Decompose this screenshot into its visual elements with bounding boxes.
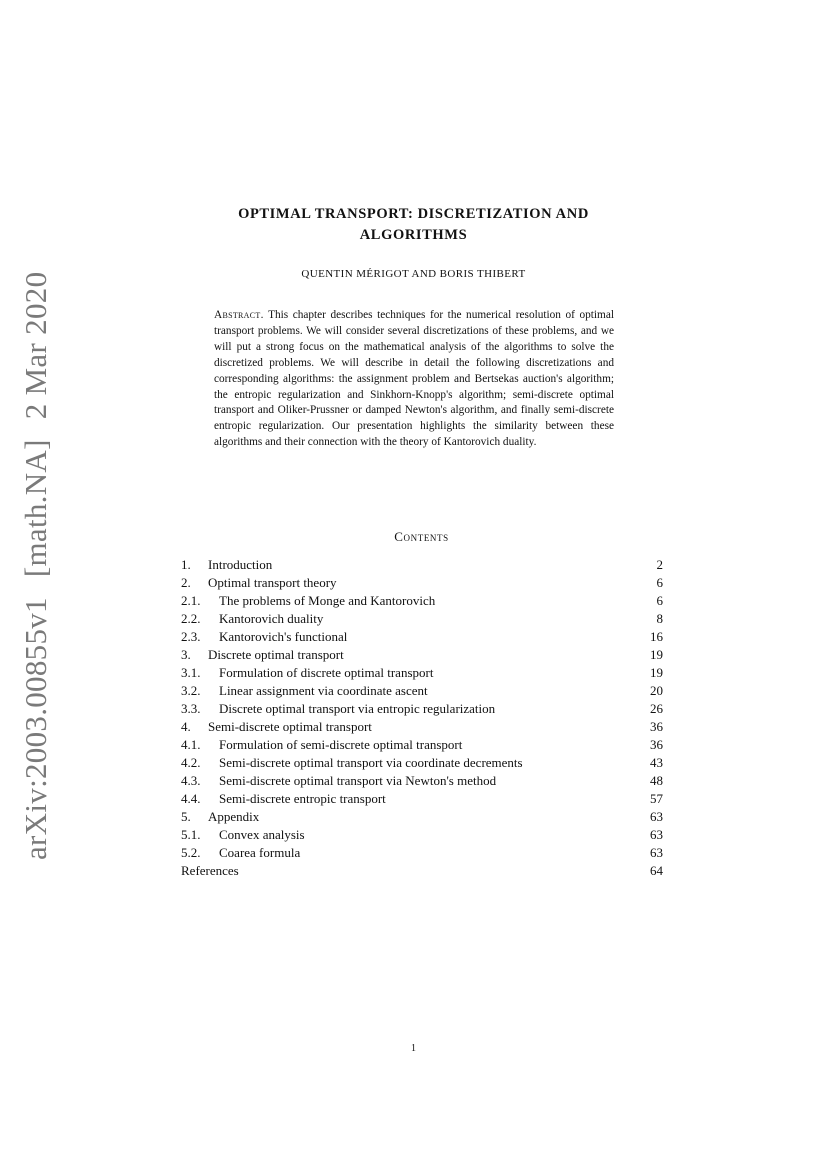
toc-entry-number: 4.	[181, 719, 191, 734]
toc-entry-title: Kantorovich's functional	[219, 629, 348, 644]
toc-entry-page: 8	[656, 611, 663, 626]
arxiv-id: arXiv:2003.00855v1	[18, 597, 53, 860]
toc-entry[interactable]	[181, 664, 663, 682]
toc-entry[interactable]	[181, 682, 663, 700]
authors: QUENTIN MÉRIGOT AND BORIS THIBERT	[301, 268, 526, 280]
abstract-label: Abstract.	[214, 309, 264, 321]
toc-entry-page: 36	[650, 719, 663, 734]
toc-entry-page: 43	[650, 755, 663, 770]
toc-entry-title: Optimal transport theory	[208, 575, 337, 590]
toc-entry[interactable]	[181, 826, 663, 844]
toc-entry[interactable]	[181, 556, 663, 574]
toc-entry[interactable]	[181, 772, 663, 790]
toc-entry[interactable]	[181, 754, 663, 772]
toc-entry-number: 1.	[181, 557, 191, 572]
toc-entry-page: 20	[650, 683, 663, 698]
toc-entry-number: 3.1.	[181, 665, 201, 680]
toc-entry[interactable]	[181, 862, 663, 880]
toc-entry[interactable]	[181, 718, 663, 736]
toc-entry-title: Semi-discrete optimal transport	[208, 719, 372, 734]
toc-entry-page: 26	[650, 701, 663, 716]
paper-title	[190, 204, 637, 246]
toc-entry-number: 4.3.	[181, 773, 201, 788]
toc-entry[interactable]	[181, 592, 663, 610]
toc-entry-title: Formulation of discrete optimal transport	[219, 665, 434, 680]
toc-entry[interactable]	[181, 844, 663, 862]
toc-entry[interactable]	[181, 610, 663, 628]
toc-entry-page: 2	[656, 557, 663, 572]
toc-entry-page: 19	[650, 647, 663, 662]
toc-entry[interactable]	[181, 808, 663, 826]
toc-entry-page: 48	[650, 773, 663, 788]
toc-entry-number: 3.	[181, 647, 191, 662]
toc-entry-number: 3.3.	[181, 701, 201, 716]
arxiv-date: 2 Mar 2020	[18, 271, 53, 420]
toc-entry[interactable]	[181, 646, 663, 664]
toc-entry-title: Discrete optimal transport	[208, 647, 344, 662]
page-number: 1	[411, 1043, 416, 1054]
toc-entry-title: Formulation of semi-discrete optimal transport	[219, 737, 463, 752]
toc-entry-number: 5.	[181, 809, 191, 824]
toc-entry-number: 5.2.	[181, 845, 201, 860]
contents-heading: Contents	[394, 529, 449, 544]
toc-entry-title: The problems of Monge and Kantorovich	[219, 593, 436, 608]
title-line: ALGORITHMS	[359, 227, 468, 243]
toc-entry-title: References	[181, 863, 239, 878]
toc-entry-title: Coarea formula	[219, 845, 301, 860]
abstract	[214, 308, 614, 451]
toc-entry-page: 16	[650, 629, 663, 644]
toc-entry-number: 3.2.	[181, 683, 201, 698]
toc-entry-number: 2.	[181, 575, 191, 590]
toc-entry-number: 5.1.	[181, 827, 201, 842]
toc-entry-title: Appendix	[208, 809, 260, 824]
toc-entry-page: 57	[650, 791, 663, 806]
toc-entry-title: Discrete optimal transport via entropic regularization	[219, 701, 496, 716]
toc-entry[interactable]	[181, 790, 663, 808]
abstract-text: This chapter describes techniques for the numerical resolution of optimal transport problems. We will consider several discretizations of these problems, and we will put a strong focus on the mathematical analysis of the algorithms to solve the discretized problems. We will describe in detail the following discretizations and corresponding algorithms: the assignment problem and Bertsekas auction's algorithm; the entropic regularization and Sinkhorn-Knopp's algorithm; semi-discrete optimal transport and Oliker-Prussner or damped Newton's algorithm, and finally semi-discrete entropic regularization. Our presentation highlights the similarity between these algorithms and their connection with the theory of Kantorovich duality.	[214, 309, 614, 449]
toc-entry-title: Linear assignment via coordinate ascent	[219, 683, 428, 698]
arxiv-stamp	[18, 272, 54, 860]
toc-entry-page: 6	[656, 575, 663, 590]
toc-entry[interactable]	[181, 700, 663, 718]
toc-entry-title: Introduction	[208, 557, 273, 572]
toc-entry-page: 36	[650, 737, 663, 752]
toc-entry-title: Semi-discrete entropic transport	[219, 791, 386, 806]
toc-entry-page: 63	[650, 809, 663, 824]
toc-entry-number: 4.4.	[181, 791, 201, 806]
toc-entry-number: 2.3.	[181, 629, 201, 644]
toc-entry-title: Semi-discrete optimal transport via Newton's method	[219, 773, 497, 788]
toc-entry-title: Semi-discrete optimal transport via coordinate decrements	[219, 755, 523, 770]
toc-entry-page: 63	[650, 845, 663, 860]
toc-entry-number: 4.2.	[181, 755, 201, 770]
toc-entry-page: 63	[650, 827, 663, 842]
table-of-contents	[181, 556, 663, 880]
toc-entry-page: 19	[650, 665, 663, 680]
toc-entry-title: Kantorovich duality	[219, 611, 324, 626]
toc-entry-number: 4.1.	[181, 737, 201, 752]
toc-entry-number: 2.2.	[181, 611, 201, 626]
toc-entry-page: 6	[656, 593, 663, 608]
toc-entry-number: 2.1.	[181, 593, 201, 608]
arxiv-category: [math.NA]	[18, 439, 53, 578]
toc-entry[interactable]	[181, 736, 663, 754]
toc-entry-page: 64	[650, 863, 663, 878]
toc-entry[interactable]	[181, 574, 663, 592]
toc-entry-title: Convex analysis	[219, 827, 305, 842]
title-line: OPTIMAL TRANSPORT: DISCRETIZATION AND	[238, 206, 589, 222]
toc-entry[interactable]	[181, 628, 663, 646]
